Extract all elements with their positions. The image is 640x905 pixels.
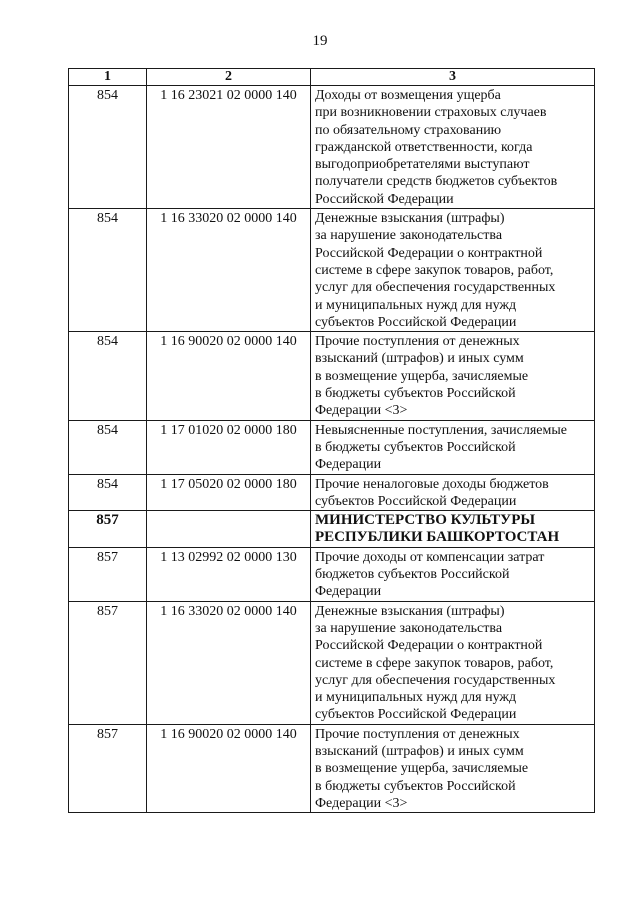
header-name-column: 3 [311, 69, 595, 86]
revenue-name-cell: Денежные взыскания (штрафы) за нарушение законодательства Российской Федерации о контрактной системе в сфере закупок товаров, работ, услуг для обеспечения государственных и муниципальных нужд для нужд субъектов Российской Федерации [311, 601, 595, 724]
budget-revenue-table [68, 68, 595, 813]
table-row [69, 547, 595, 601]
budget-class-code-cell: 1 13 02992 02 0000 130 [147, 547, 311, 601]
table-header [69, 69, 595, 86]
table-row [69, 86, 595, 209]
page-number: 19 [312, 33, 328, 49]
budget-class-code-cell: 1 16 23021 02 0000 140 [147, 86, 311, 209]
admin-code-cell: 857 [69, 724, 147, 812]
admin-code-cell: 854 [69, 420, 147, 474]
budget-class-code-cell: 1 17 01020 02 0000 180 [147, 420, 311, 474]
admin-code-cell: 854 [69, 209, 147, 332]
revenue-name-cell: Невыясненные поступления, зачисляемые в бюджеты субъектов Российской Федерации [311, 420, 595, 474]
budget-class-code-cell: 1 16 33020 02 0000 140 [147, 209, 311, 332]
header-code-column: 2 [147, 69, 311, 86]
admin-code-cell: 854 [69, 86, 147, 209]
header-admin-column: 1 [69, 69, 147, 86]
revenue-name-cell: Денежные взыскания (штрафы) за нарушение законодательства Российской Федерации о контрактной системе в сфере закупок товаров, работ, услуг для обеспечения государственных и муниципальных нужд для нужд субъектов Российской Федерации [311, 209, 595, 332]
revenue-name-cell: Прочие поступления от денежных взысканий (штрафов) и иных сумм в возмещение ущерба, зачисляемые в бюджеты субъектов Российской Федерации <3> [311, 724, 595, 812]
table-row [69, 724, 595, 812]
budget-class-code-cell: 1 16 33020 02 0000 140 [147, 601, 311, 724]
revenue-name-cell: МИНИСТЕРСТВО КУЛЬТУРЫ РЕСПУБЛИКИ БАШКОРТОСТАН [311, 511, 595, 548]
revenue-name-cell: Прочие доходы от компенсации затрат бюджетов субъектов Российской Федерации [311, 547, 595, 601]
admin-code-cell: 854 [69, 332, 147, 420]
header-row [69, 69, 595, 86]
table-row [69, 209, 595, 332]
ministry-heading-row [69, 511, 595, 548]
budget-class-code-cell: 1 16 90020 02 0000 140 [147, 332, 311, 420]
table-row [69, 332, 595, 420]
admin-code-cell: 857 [69, 511, 147, 548]
table-row [69, 601, 595, 724]
admin-code-cell: 857 [69, 601, 147, 724]
admin-code-cell: 857 [69, 547, 147, 601]
budget-class-code-cell: 1 17 05020 02 0000 180 [147, 474, 311, 511]
revenue-name-cell: Прочие поступления от денежных взысканий (штрафов) и иных сумм в возмещение ущерба, зачисляемые в бюджеты субъектов Российской Федерации <3> [311, 332, 595, 420]
revenue-name-cell: Доходы от возмещения ущерба при возникновении страховых случаев по обязательному страхованию гражданской ответственности, когда выгодоприобретателями выступают получатели средств бюджетов субъектов Российской Федерации [311, 86, 595, 209]
budget-class-code-cell [147, 511, 311, 548]
table-row [69, 420, 595, 474]
admin-code-cell: 854 [69, 474, 147, 511]
table-row [69, 474, 595, 511]
revenue-name-cell: Прочие неналоговые доходы бюджетов субъектов Российской Федерации [311, 474, 595, 511]
table-body [69, 86, 595, 813]
budget-class-code-cell: 1 16 90020 02 0000 140 [147, 724, 311, 812]
